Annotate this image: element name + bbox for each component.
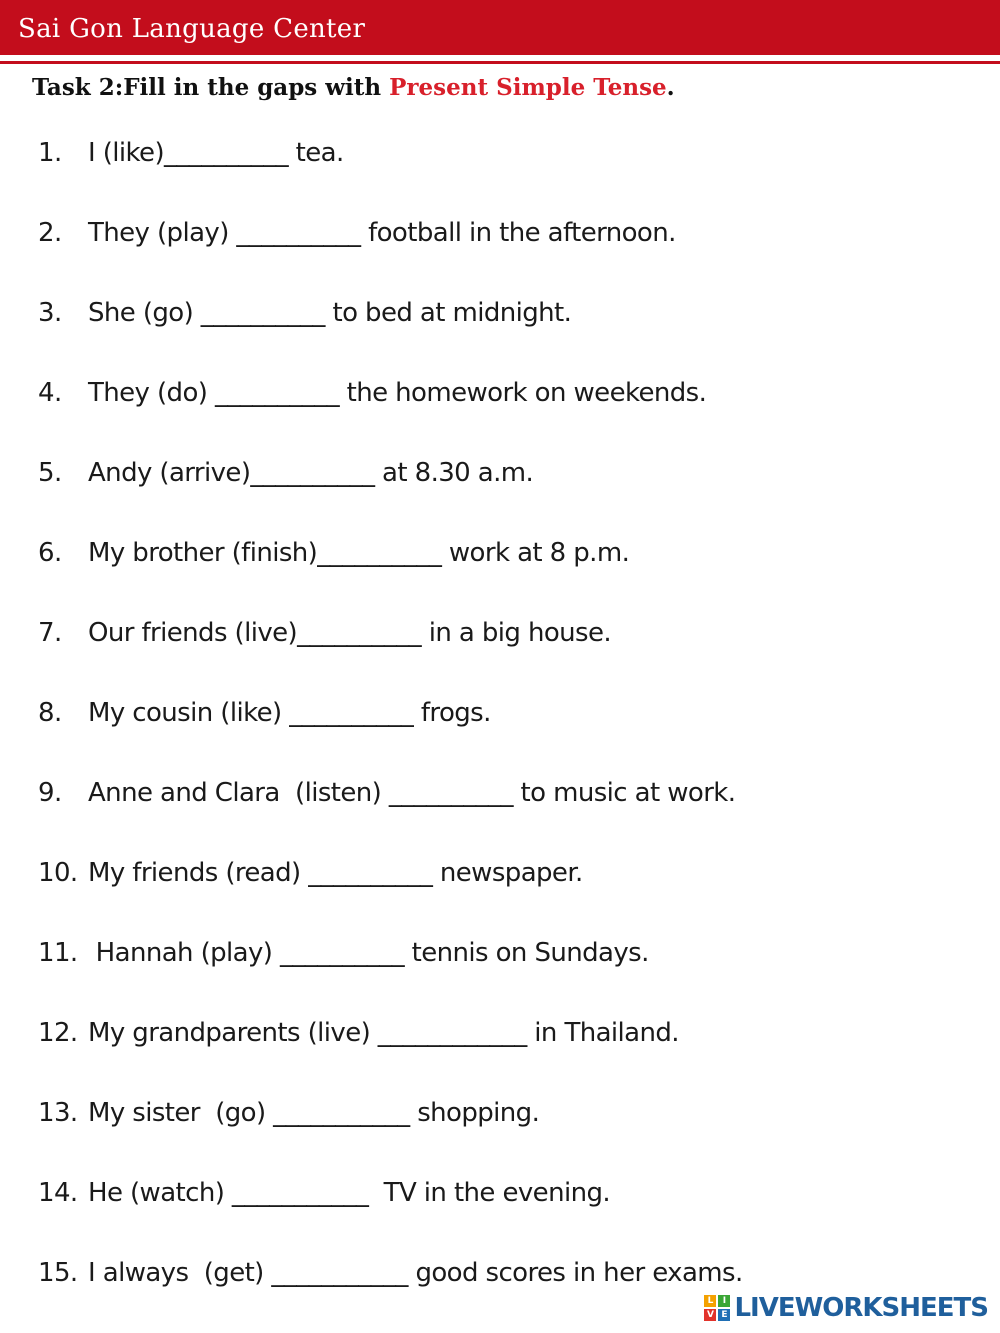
exercise-item	[38, 853, 583, 893]
item-text: Andy (arrive)__________ at 8.30 a.m.	[88, 458, 534, 488]
exercise-item	[38, 1173, 610, 1213]
exercise-item	[38, 773, 735, 813]
item-number: 3.	[38, 298, 62, 328]
logo-letter-i: I	[718, 1295, 730, 1307]
exercise-item	[38, 533, 629, 573]
exercise-item	[38, 293, 571, 333]
exercise-item	[38, 213, 676, 253]
item-number: 9.	[38, 778, 62, 808]
exercise-item	[38, 933, 649, 973]
liveworksheets-logo-icon	[704, 1295, 730, 1321]
item-number: 10.	[38, 858, 78, 888]
item-number: 5.	[38, 458, 62, 488]
liveworksheets-logo	[704, 1293, 988, 1323]
exercise-item	[38, 1093, 539, 1133]
logo-wordmark: LIVEWORKSHEETS	[734, 1293, 988, 1323]
item-number: 2.	[38, 218, 62, 248]
item-text: She (go) __________ to bed at midnight.	[88, 298, 572, 328]
item-text: They (play) __________ football in the afternoon.	[88, 218, 676, 248]
item-text: My cousin (like) __________ frogs.	[88, 698, 491, 728]
item-number: 15.	[38, 1258, 78, 1288]
item-number: 1.	[38, 138, 62, 168]
item-text: I (like)__________ tea.	[88, 138, 344, 168]
logo-letter-e: E	[718, 1309, 730, 1321]
item-text: My sister (go) ___________ shopping.	[88, 1098, 540, 1128]
task-highlight: Present Simple Tense	[389, 74, 667, 101]
task-period: .	[666, 74, 675, 101]
exercise-item	[38, 133, 344, 173]
exercise-item	[38, 613, 611, 653]
logo-letter-l: L	[704, 1295, 716, 1307]
item-text: They (do) __________ the homework on weekends.	[88, 378, 707, 408]
exercise-item	[38, 373, 706, 413]
item-text: He (watch) ___________ TV in the evening.	[88, 1178, 611, 1208]
item-number: 12.	[38, 1018, 78, 1048]
item-text: My brother (finish)__________ work at 8 p.m.	[88, 538, 630, 568]
item-number: 14.	[38, 1178, 78, 1208]
item-text: Hannah (play) __________ tennis on Sundays.	[88, 938, 649, 968]
item-text: Anne and Clara (listen) __________ to music at work.	[88, 778, 736, 808]
header-title: Sai Gon Language Center	[18, 14, 366, 44]
item-text: My friends (read) __________ newspaper.	[88, 858, 583, 888]
exercise-item	[38, 1013, 679, 1053]
item-text: My grandparents (live) ____________ in Thailand.	[88, 1018, 679, 1048]
item-text: Our friends (live)__________ in a big house.	[88, 618, 612, 648]
item-number: 4.	[38, 378, 62, 408]
task-label: Task 2:Fill in the gaps with	[32, 74, 390, 101]
item-number: 6.	[38, 538, 62, 568]
exercise-item	[38, 693, 491, 733]
exercise-item	[38, 453, 533, 493]
item-number: 8.	[38, 698, 62, 728]
logo-letter-v: V	[704, 1309, 716, 1321]
item-number: 11.	[38, 938, 78, 968]
exercise-item	[38, 1253, 743, 1293]
item-number: 7.	[38, 618, 62, 648]
item-number: 13.	[38, 1098, 78, 1128]
item-text: I always (get) ___________ good scores in her exams.	[88, 1258, 743, 1288]
